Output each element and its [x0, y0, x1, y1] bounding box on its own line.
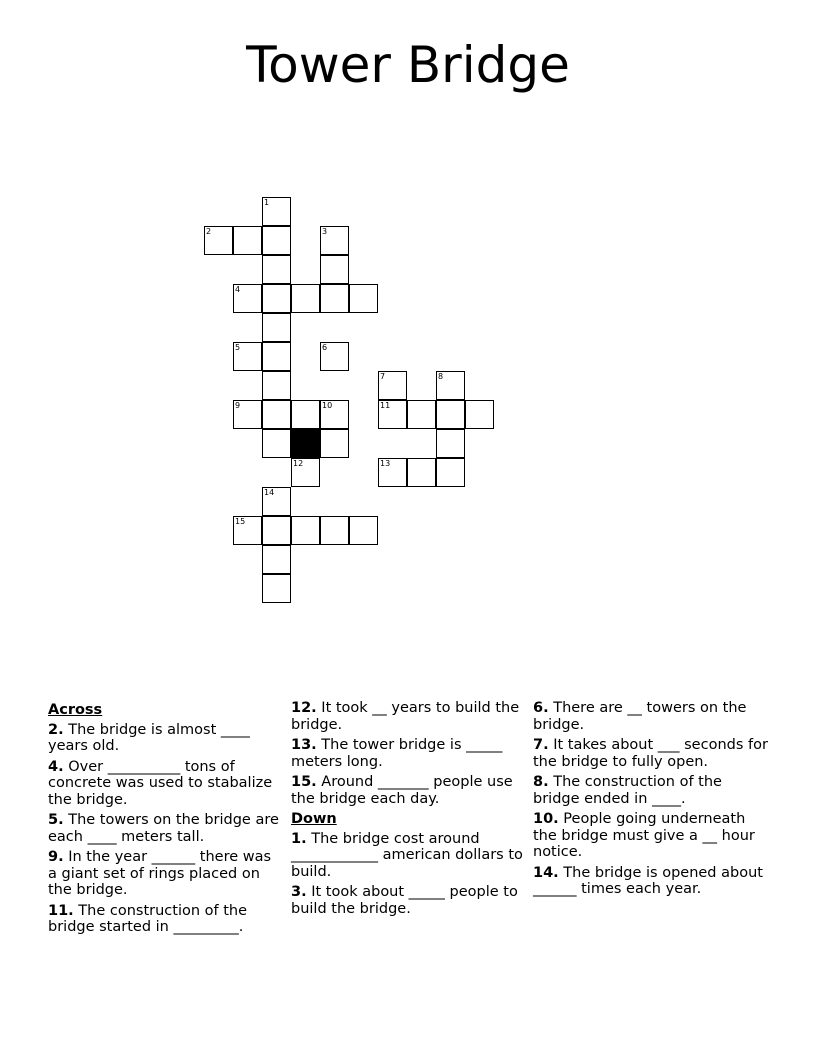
- grid-cell[interactable]: [262, 197, 291, 226]
- clue-number: 5: [235, 343, 241, 352]
- grid-cell[interactable]: [320, 226, 349, 255]
- clue-item: [533, 865, 769, 898]
- clue-number: 1: [264, 198, 270, 207]
- grid-cell[interactable]: [320, 342, 349, 371]
- clue-item-text: In the year ______ there was a giant set of rings placed on the bridge.: [48, 849, 272, 898]
- grid-cell[interactable]: [262, 545, 291, 574]
- grid-cell[interactable]: [233, 226, 262, 255]
- grid-cell[interactable]: [320, 255, 349, 284]
- grid-cell[interactable]: [349, 516, 378, 545]
- clue-item-text: There are __ towers on the bridge.: [533, 700, 747, 733]
- clue-number: 15: [235, 517, 246, 526]
- across-heading: Across: [48, 702, 103, 718]
- clue-item-text: The tower bridge is _____ meters long.: [291, 737, 503, 770]
- grid-cell[interactable]: [320, 429, 349, 458]
- grid-cell[interactable]: [436, 371, 465, 400]
- clue-item-number: 1.: [291, 830, 307, 847]
- clue-item-number: 7.: [533, 737, 549, 753]
- clue-item-text: The construction of the bridge started in _________.: [48, 902, 248, 935]
- clue-number: 14: [264, 488, 275, 497]
- clue-number: 6: [322, 343, 328, 352]
- grid-cell[interactable]: [407, 458, 436, 487]
- grid-cell[interactable]: [291, 458, 320, 487]
- clue-number: 3: [322, 227, 328, 236]
- grid-cell[interactable]: [233, 516, 262, 545]
- clue-item-text: The bridge is almost ____ years old.: [48, 721, 250, 754]
- down-heading: Down: [291, 811, 337, 827]
- puzzle-title: Tower Bridge: [246, 36, 570, 94]
- grid-cell[interactable]: [233, 284, 262, 313]
- clue-number: 13: [380, 459, 391, 468]
- clue-number: 4: [235, 285, 241, 294]
- black-cell: [291, 429, 320, 458]
- grid-cell[interactable]: [262, 371, 291, 400]
- clue-item-number: 6.: [533, 700, 549, 716]
- clue-item: [48, 812, 284, 845]
- clue-item: [48, 759, 284, 809]
- clue-item: [48, 903, 284, 936]
- clue-item-number: 13.: [291, 737, 317, 753]
- clue-item-text: It takes about ___ seconds for the bridge to fully open.: [533, 737, 768, 770]
- grid-cell[interactable]: [262, 226, 291, 255]
- clue-item: [533, 700, 769, 733]
- clue-item-text: The bridge is opened about ______ times each year.: [533, 864, 763, 897]
- grid-cell[interactable]: [436, 458, 465, 487]
- grid-cell[interactable]: [378, 371, 407, 400]
- grid-cell[interactable]: [204, 226, 233, 255]
- clue-item-number: 11.: [48, 902, 74, 919]
- grid-cell[interactable]: [436, 429, 465, 458]
- clue-number: 9: [235, 401, 241, 410]
- clue-item-number: 4.: [48, 758, 64, 775]
- clue-number: 7: [380, 372, 386, 381]
- clue-item-number: 5.: [48, 812, 64, 828]
- grid-cell[interactable]: [465, 400, 494, 429]
- clue-item-number: 10.: [533, 811, 559, 827]
- clue-item: [48, 849, 284, 899]
- grid-cell[interactable]: [291, 400, 320, 429]
- clue-item: [291, 774, 527, 807]
- clue-column-1: [48, 700, 284, 940]
- clue-item-text: Over __________ tons of concrete was used to stabalize the bridge.: [48, 758, 273, 808]
- grid-cell[interactable]: [320, 516, 349, 545]
- clue-item-text: The bridge cost around ____________ american dollars to build.: [291, 830, 523, 880]
- grid-cell[interactable]: [262, 516, 291, 545]
- grid-cell[interactable]: [262, 313, 291, 342]
- clue-item-text: It took __ years to build the bridge.: [291, 700, 520, 733]
- grid-cell[interactable]: [262, 487, 291, 516]
- clue-number: 8: [438, 372, 444, 381]
- grid-cell[interactable]: [320, 400, 349, 429]
- grid-cell[interactable]: [262, 574, 291, 603]
- clue-item-number: 8.: [533, 774, 549, 790]
- grid-cell[interactable]: [291, 516, 320, 545]
- clue-number: 2: [206, 227, 212, 236]
- clue-item-number: 3.: [291, 884, 307, 900]
- clue-number: 12: [293, 459, 304, 468]
- clue-item-number: 2.: [48, 721, 64, 738]
- clue-item: [291, 831, 527, 881]
- clue-item: [291, 737, 527, 770]
- grid-cell[interactable]: [407, 400, 436, 429]
- clue-item-text: People going underneath the bridge must give a __ hour notice.: [533, 811, 755, 860]
- grid-cell[interactable]: [233, 342, 262, 371]
- grid-cell[interactable]: [233, 400, 262, 429]
- clue-item-text: Around _______ people use the bridge each day.: [291, 774, 513, 807]
- grid-cell[interactable]: [378, 400, 407, 429]
- clue-number: 10: [322, 401, 333, 410]
- grid-cell[interactable]: [262, 400, 291, 429]
- clue-item-text: It took about _____ people to build the bridge.: [291, 884, 518, 917]
- grid-cell[interactable]: [262, 342, 291, 371]
- clue-item-text: The construction of the bridge ended in ____.: [533, 774, 722, 807]
- clue-column-3: [533, 700, 769, 902]
- clue-item-number: 9.: [48, 849, 64, 865]
- grid-cell[interactable]: [436, 400, 465, 429]
- grid-cell[interactable]: [262, 284, 291, 313]
- clue-column-2: [291, 700, 527, 921]
- clue-item-number: 12.: [291, 700, 317, 716]
- clue-item-number: 15.: [291, 774, 317, 790]
- clue-item: [291, 884, 527, 917]
- grid-cell[interactable]: [262, 255, 291, 284]
- clue-item-number: 14.: [533, 864, 559, 881]
- grid-cell[interactable]: [349, 284, 378, 313]
- grid-cell[interactable]: [262, 429, 291, 458]
- grid-cell[interactable]: [291, 284, 320, 313]
- grid-cell[interactable]: [320, 284, 349, 313]
- clue-item: [48, 722, 284, 755]
- grid-cell[interactable]: [378, 458, 407, 487]
- clue-item-text: The towers on the bridge are each ____ meters tall.: [48, 812, 279, 845]
- clue-item: [291, 700, 527, 733]
- clue-item: [533, 774, 769, 807]
- clue-item: [533, 811, 769, 861]
- clue-item: [533, 737, 769, 770]
- clue-number: 11: [380, 401, 391, 410]
